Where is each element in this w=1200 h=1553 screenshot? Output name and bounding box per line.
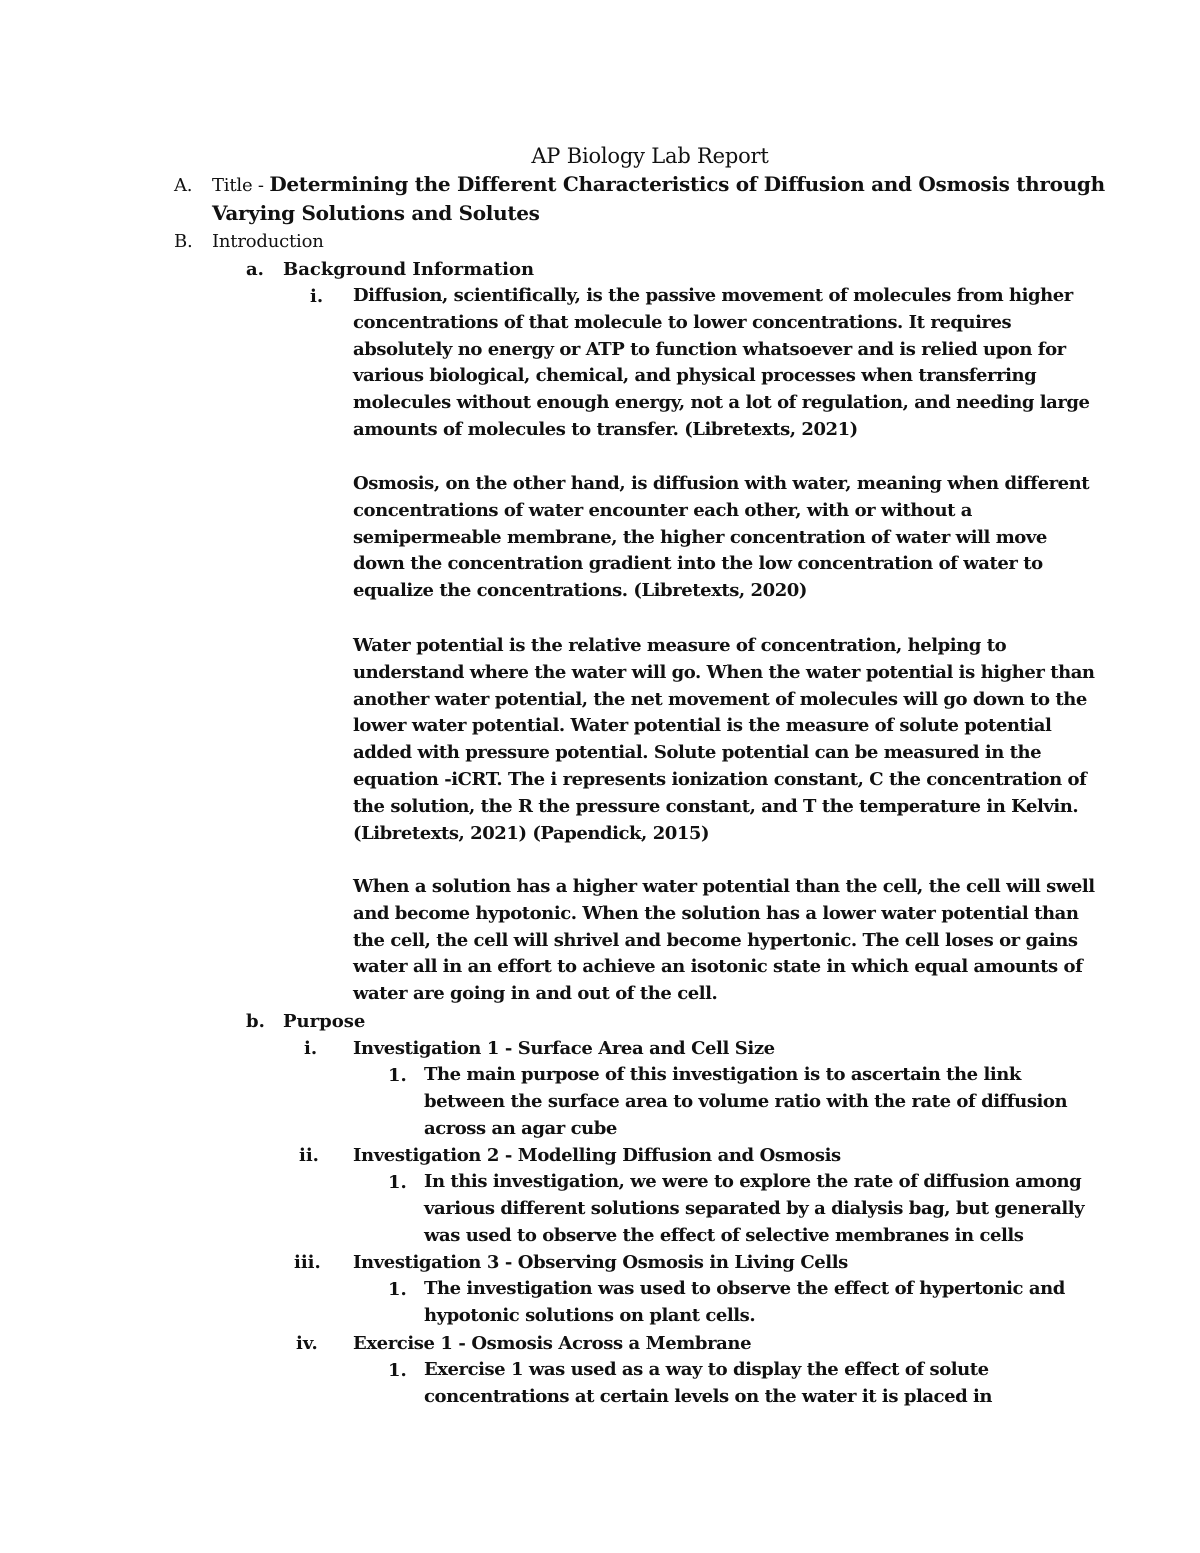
paragraph-line: The main purpose of this investigation is to ascertain the link (424, 1064, 1021, 1085)
lab-title-line-2: Varying Solutions and Solutes (212, 201, 540, 225)
section-b-label: Introduction (212, 231, 324, 252)
exercise-1-description (424, 1357, 992, 1411)
paragraph-line: water are going in and out of the cell. (353, 983, 718, 1005)
paragraph-line: The investigation was used to observe the effect of hypertonic and (424, 1278, 1065, 1299)
paragraph-line: Osmosis, on the other hand, is diffusion with water, meaning when different (353, 473, 1090, 494)
background-item-marker: i. (310, 286, 324, 307)
paragraph-line: the solution, the R the pressure constant, and T the temperature in Kelvin. (353, 795, 1079, 817)
section-b-marker: B. (174, 231, 193, 252)
paragraph-line: absolutely no energy or ATP to function whatsoever and is relied upon for (353, 338, 1066, 360)
background-heading: Background Information (283, 259, 535, 280)
paragraph-line: concentrations at certain levels on the water it is placed in (424, 1385, 993, 1407)
tonicity-paragraph (353, 874, 1095, 1008)
paragraph-line: Water potential is the relative measure of concentration, helping to (353, 635, 1007, 656)
paragraph-line: hypotonic solutions on plant cells. (424, 1304, 756, 1326)
purpose-item-marker: ii. (299, 1145, 319, 1166)
lab-title-line-1: Determining the Different Characteristics of Diffusion and Osmosis through (269, 172, 1105, 196)
paragraph-line: and become hypotonic. When the solution has a lower water potential than (353, 902, 1079, 924)
paragraph-line: amounts of molecules to transfer. (Libretexts, 2021) (353, 418, 858, 440)
paragraph-line: When a solution has a higher water potential than the cell, the cell will swell (353, 876, 1095, 897)
section-a-marker: A. (174, 175, 193, 196)
paragraph-line: concentrations of water encounter each other, with or without a (353, 499, 973, 521)
paragraph-line: various different solutions separated by a dialysis bag, but generally (424, 1197, 1085, 1219)
exercise-1-heading: Exercise 1 - Osmosis Across a Membrane (353, 1333, 752, 1354)
diffusion-paragraph (353, 283, 1090, 444)
paragraph-line: Exercise 1 was used as a way to display the effect of solute (424, 1359, 989, 1380)
paragraph-line: lower water potential. Water potential is the measure of solute potential (353, 715, 1052, 737)
paragraph-line: equalize the concentrations. (Libretexts, 2020) (353, 580, 807, 602)
paragraph-line: semipermeable membrane, the higher concentration of water will move (353, 526, 1047, 548)
paragraph-line: across an agar cube (424, 1117, 617, 1139)
purpose-heading: Purpose (283, 1011, 366, 1032)
paragraph-line: between the surface area to volume ratio with the rate of diffusion (424, 1090, 1068, 1112)
investigation-3-heading: Investigation 3 - Observing Osmosis in Living Cells (353, 1252, 848, 1273)
purpose-item-marker: iii. (294, 1252, 321, 1273)
investigation-2-description (424, 1169, 1084, 1249)
purpose-item-marker: i. (304, 1038, 318, 1059)
paragraph-line: water all in an effort to achieve an isotonic state in which equal amounts of (353, 956, 1083, 978)
investigation-3-description (424, 1276, 1065, 1330)
investigation-1-description (424, 1062, 1067, 1142)
paragraph-line: another water potential, the net movement of molecules will go down to the (353, 688, 1087, 710)
sub-item-marker: 1. (388, 1065, 407, 1086)
sub-item-marker: 1. (388, 1172, 407, 1193)
paragraph-line: was used to observe the effect of selective membranes in cells (424, 1224, 1024, 1246)
paragraph-line: molecules without enough energy, not a lot of regulation, and needing large (353, 392, 1090, 414)
section-a-title-line-1 (212, 171, 1105, 199)
paragraph-line: the cell, the cell will shrivel and become hypertonic. The cell loses or gains (353, 929, 1078, 951)
osmosis-paragraph (353, 471, 1089, 605)
paragraph-line: Diffusion, scientifically, is the passive movement of molecules from higher (353, 285, 1073, 306)
paragraph-line: added with pressure potential. Solute potential can be measured in the (353, 742, 1042, 764)
paragraph-line: understand where the water will go. When the water potential is higher than (353, 661, 1095, 683)
purpose-item-marker: iv. (296, 1333, 318, 1354)
sub-item-marker: 1. (388, 1279, 407, 1300)
investigation-1-heading: Investigation 1 - Surface Area and Cell Size (353, 1038, 775, 1059)
purpose-marker: b. (246, 1011, 265, 1032)
paragraph-line: equation -iCRT. The i represents ionization constant, C the concentration of (353, 768, 1087, 790)
paragraph-line: concentrations of that molecule to lower concentrations. It requires (353, 311, 1012, 333)
document-title: AP Biology Lab Report (531, 144, 769, 168)
paragraph-line: down the concentration gradient into the low concentration of water to (353, 553, 1043, 575)
background-marker: a. (246, 259, 264, 280)
water-potential-paragraph (353, 633, 1095, 847)
sub-item-marker: 1. (388, 1360, 407, 1381)
paragraph-line: various biological, chemical, and physical processes when transferring (353, 365, 1037, 387)
section-a-label: Title - (212, 175, 270, 196)
paragraph-line: In this investigation, we were to explore the rate of diffusion among (424, 1171, 1082, 1192)
paragraph-line: (Libretexts, 2021) (Papendick, 2015) (353, 822, 710, 844)
investigation-2-heading: Investigation 2 - Modelling Diffusion and Osmosis (353, 1145, 841, 1166)
